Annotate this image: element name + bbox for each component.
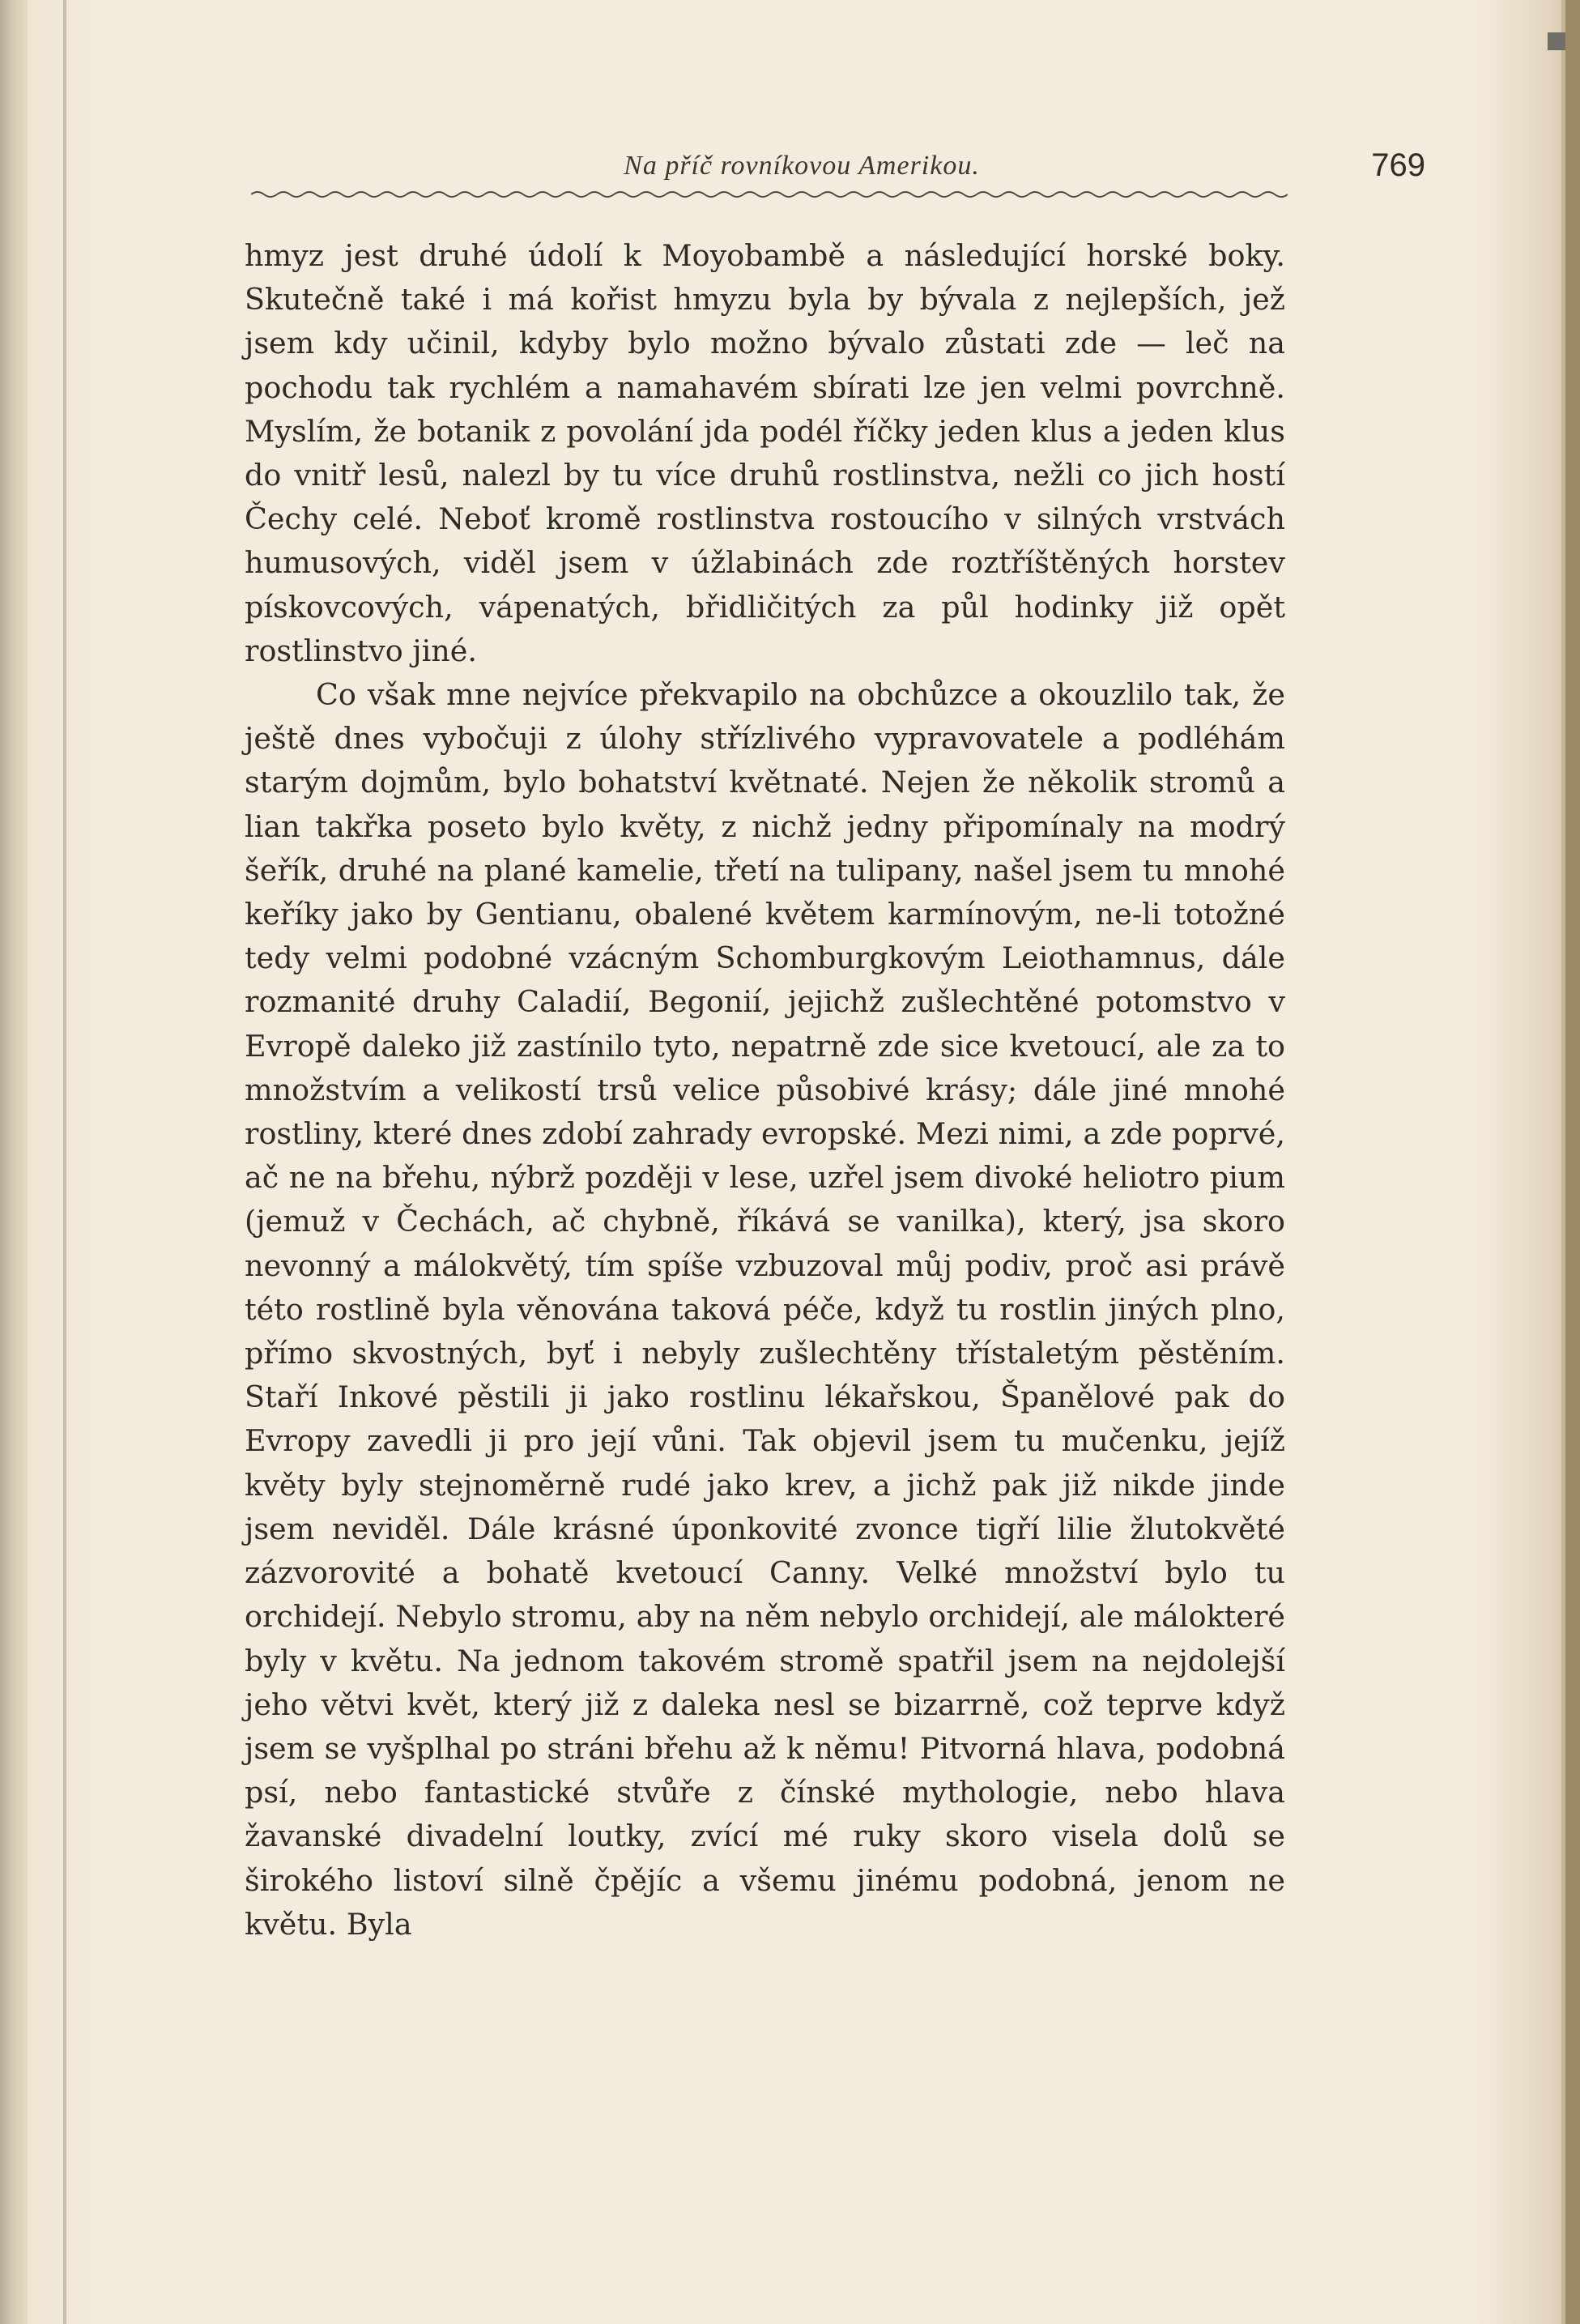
- decorative-wavy-rule: [251, 190, 1288, 199]
- scan-border: [1565, 0, 1580, 2324]
- binding-fold-line: [63, 0, 66, 2324]
- running-header: [243, 144, 1425, 201]
- header-title: Na příč rovníkovou Amerikou.: [624, 151, 980, 181]
- book-binding-edge: [0, 0, 28, 2324]
- paragraph-flowers: Co však mne nejvíce překvapilo na obchůzce a okouzlilo tak, že ještě dnes vybočuji z úlohy střízlivého vypravovatele a podléhám starým dojmům, bylo bohatství květnaté. Nejen že několik stromů a lian takřka poseto bylo květy, z nichž jedny připomínaly na modrý šeřík, druhé na plané kamelie, třetí na tulipany, našel jsem tu mnohé keříky jako by Gentianu, obalené květem karmínovým, ne-li totožné tedy velmi podobné vzácným Schomburgkovým Leiothamnus, dále rozmanité druhy Caladií, Begonií, jejichž zušlechtěné potomstvo v Evropě daleko již zastínilo tyto, nepatrně zde sice kvetoucí, ale za to množstvím a velikostí trsů velice působivé krásy; dále jiné mnohé rostliny, které dnes zdobí zahrady evropské. Mezi nimi, a zde poprvé, ač ne na břehu, nýbrž později v lese, uzřel jsem divoké heliotro pium (jemuž v Čechách, ač chybně, říkává se vanilka), který, jsa skoro nevonný a málokvětý, tím spíše vzbuzoval můj podiv, proč asi právě této rostlině byla věnována taková péče, když tu rostlin jiných plno, přímo skvostných, byť i nebyly zušlechtěny třístaletým pěstěním. Staří Inkové pěstili ji jako rostlinu lékařskou, Španělové pak do Evropy zavedli ji pro její vůni. Tak objevil jsem tu mučenku, jejíž květy byly stejnoměrně rudé jako krev, a jichž pak již nikde jinde jsem neviděl. Dále krásné úponkovité zvonce tigří lilie žlutokvěté zázvorovité a bohatě kvetoucí Canny. Velké množství bylo tu orchidejí. Nebylo stromu, aby na něm nebylo orchidejí, ale málokteré byly v květu. Na jednom takovém stromě spatřil jsem na nejdolejší jeho větvi květ, který již z daleka nesl se bizarrně, což teprve když jsem se vyšplhal po stráni břehu až k němu! Pitvorná hlava, podobná psí, nebo fantastické stvůře z čínské mythologie, nebo hlava žavanské divadelní loutky, zvící mé ruky skoro visela dolů se širokého listoví silně čpějíc a všemu jinému podobná, jenom ne květu. Byla: [245, 677, 1285, 1942]
- paragraph-continuation: hmyz jest druhé údolí k Moyobambě a následující horské boky. Skutečně také i má kořist hmyzu byla by bývala z nejlepších, jež jsem kdy učinil, kdyby bylo možno bývalo zůstati zde — leč na pochodu tak rychlém a namahavém sbírati lze jen velmi povrchně. Myslím, že botanik z povolání jda podél říčky jeden klus a jeden klus do vnitř lesů, nalezl by tu více druhů rostlinstva, nežli co jich hostí Čechy celé. Neboť kromě rostlinstva rostoucího v silných vrstvách humusových, viděl jsem v úžlabinách zde roztříštěných horstev pískovcových, vápenatých, břidličitých za půl hodinky již opět rostlinstvo jiné.: [245, 238, 1285, 668]
- body-text: [245, 234, 1285, 1947]
- scan-corner-mark: [1548, 32, 1565, 50]
- page-number: 769: [1371, 147, 1425, 183]
